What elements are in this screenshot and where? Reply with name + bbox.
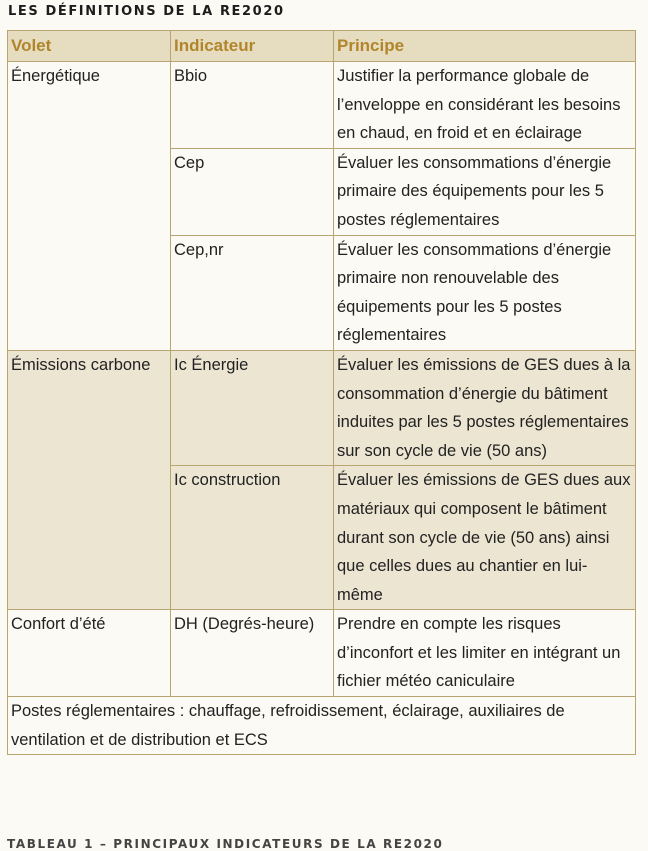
group-confort-ete	[8, 610, 636, 697]
volet-cell: Émissions carbone	[8, 350, 171, 609]
header-row	[8, 31, 636, 62]
header-principe: Principe	[334, 31, 636, 62]
principe-cell: Évaluer les consommations d’énergie primaire des équipements pour les 5 postes réglementaires	[334, 148, 636, 235]
next-caption: TABLEAU 1 – PRINCIPAUX INDICATEURS DE LA RE2020	[7, 837, 444, 851]
principe-cell: Évaluer les émissions de GES dues à la consommation d’énergie du bâtiment induites par les 5 postes réglementaires sur son cycle de vie (50 ans)	[334, 350, 636, 465]
volet-cell: Confort d’été	[8, 610, 171, 697]
table-row	[8, 62, 636, 149]
next-caption-strip	[7, 836, 635, 851]
indicateur-cell: Ic construction	[171, 466, 334, 610]
principe-cell: Évaluer les émissions de GES dues aux matériaux qui composent le bâtiment durant son cycle de vie (50 ans) ainsi que celles dues au chantier en lui-même	[334, 466, 636, 610]
table-footer	[8, 697, 636, 755]
group-energetique	[8, 62, 636, 351]
principe-cell: Justifier la performance globale de l’enveloppe en considérant les besoins en chaud, en froid et en éclairage	[334, 62, 636, 149]
header-indicateur: Indicateur	[171, 31, 334, 62]
indicateur-cell: Cep	[171, 148, 334, 235]
definitions-table	[7, 30, 636, 755]
footnote-row	[8, 697, 636, 755]
volet-cell: Énergétique	[8, 62, 171, 351]
indicateur-cell: Cep,nr	[171, 235, 334, 350]
header-volet: Volet	[8, 31, 171, 62]
principe-cell: Évaluer les consommations d’énergie primaire non renouvelable des équipements pour les 5 postes réglementaires	[334, 235, 636, 350]
principe-cell: Prendre en compte les risques d’inconfort et les limiter en intégrant un fichier météo caniculaire	[334, 610, 636, 697]
indicateur-cell: Ic Énergie	[171, 350, 334, 465]
table-title: LES DÉFINITIONS DE LA RE2020	[8, 4, 285, 19]
indicateur-cell: Bbio	[171, 62, 334, 149]
group-emissions-carbone	[8, 350, 636, 609]
footnote: Postes réglementaires : chauffage, refroidissement, éclairage, auxiliaires de ventilation et de distribution et ECS	[8, 697, 636, 755]
table-row	[8, 610, 636, 697]
table-row	[8, 350, 636, 465]
table-header	[8, 31, 636, 62]
indicateur-cell: DH (Degrés-heure)	[171, 610, 334, 697]
